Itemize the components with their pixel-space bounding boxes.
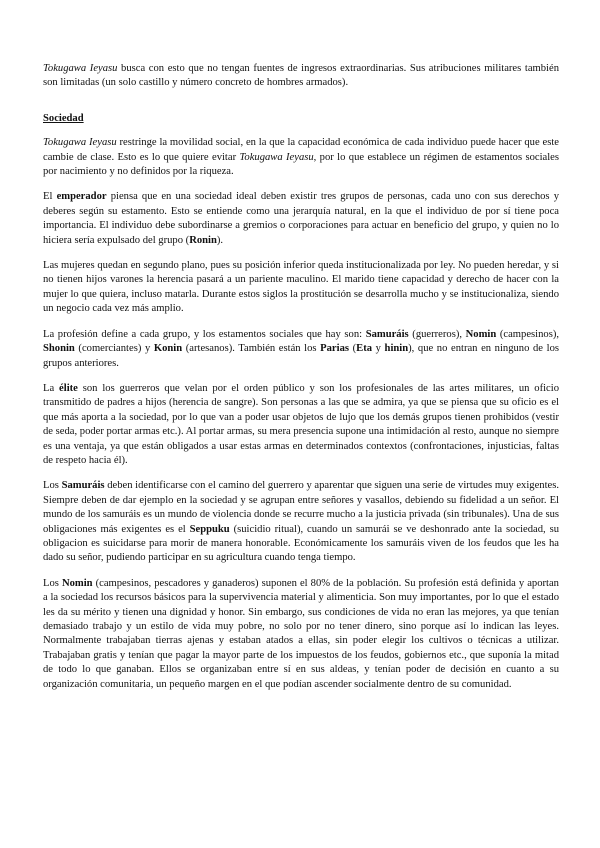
section-heading: Sociedad <box>43 112 84 124</box>
bold-term: Samuráis <box>61 480 105 492</box>
paragraph-text: La <box>43 382 60 394</box>
bold-term: Konin <box>153 343 183 355</box>
paragraph-text: ( <box>349 343 357 355</box>
paragraph-text: deben identificarse con el camino del guerrero y aparentar que siguen una serie de virtudes muy exigentes. Siempre deben de dar ejemplo en la sociedad y se agrupan entre señores y vasallos, debiendo su fidelidad a un señor. El mundo de los samuráis es un mundo de violencia donde se recurre mucho a la justicia privada (sin tribunales). Una de sus obligaciones más exigentes es el <box>43 480 560 535</box>
bold-term: Nomin <box>61 577 93 589</box>
paragraph-text: El <box>43 191 57 203</box>
bold-term: Ronin <box>189 234 217 246</box>
paragraph-text: (guerreros), <box>408 328 466 340</box>
paragraph-1 <box>43 136 559 179</box>
bold-term: élite <box>59 382 78 394</box>
paragraph-text: piensa que en una sociedad ideal deben existir tres grupos de personas, cada uno con sus derechos y deberes según su estamento. Esto se entiende como una jerarquía natural, en la que el individuo de por sí tiene poca importancia. El individuo debe subordinarse a gremios o corporaciones para actuar en beneficio del grupo, y quien no lo hiciera sería expulsado del grupo ( <box>43 191 559 246</box>
person-name: Tokugawa Ieyasu <box>43 63 118 74</box>
paragraph-6 <box>43 479 559 565</box>
paragraph-text: son los guerreros que velan por el orden público y son los profesionales de las artes militares, un oficio transmitido de padres a hijos (herencia de sangre). Son personas a las que se admira, ya que se piensa que su oficio es el que más aporta a la sociedad, por lo que van a poder usar objetos de lujo que los demás grupos tienen prohibidos (vestir de seda, poder portar armas etc.). Al portar armas, su mera presencia supone una intimidación al resto, aunque no siempre es una ventaja, ya que están obligados a usar estas armas en determinados contextos (confrontaciones, injusticias, faltas de respeto hacia él). <box>43 382 559 466</box>
paragraph-text: (campesinos, pescadores y ganaderos) suponen el 80% de la población. Su profesión está definida y aportan a la sociedad los recursos básicos para la supervivencia material y alimenticia. Son muy importantes, por lo que el estado les da su mérito y tienen una dignidad y honor. Sin embargo, sus condiciones de vida no eran las mejores, ya que tenían demasiado trabajo y un estilo de vida muy pobre, no solo por no tener dinero, sino porque así lo indican las leyes. Normalmente trabajaban tierras ajenas y estaban atados a ellas, sin poder elegir los cultivos o técnicas a utilizar. Trabajaban gratis y tenían que pagar la mayor parte de los impuestos de los feudos, gobiernos etc., que suponía la mitad de todo lo que ganaban. Ellos se organizaban entre sí en sus aldeas, y tenían poder de decisión en cuanto a su organización comunitaria, un pequeño margen en el que podían ascender socialmente dentro de su comunidad. <box>43 577 559 690</box>
bold-term: hinin <box>384 343 409 355</box>
paragraph-5 <box>43 382 559 468</box>
bold-term: emperador <box>56 191 107 203</box>
bold-term: Shonin <box>43 343 75 355</box>
paragraph-text: Los <box>43 480 62 492</box>
bold-term: Eta <box>356 343 373 355</box>
bold-term: Samuráis <box>365 328 409 340</box>
paragraph-text: ). <box>216 234 224 246</box>
paragraph-text: (suicidio ritual), cuando un samurái se ve deshonrado ante la sociedad, su obligacion es suicidarse para morir de manera honorable. Económicamente los samuráis viven de los feudos que les ha dado su señor, pudiendo participar en su agricultura cuando tenga tiempo. <box>43 523 560 564</box>
paragraph-2 <box>43 190 559 248</box>
paragraph-text: (campesinos), <box>496 328 559 340</box>
paragraph-text: (artesanos). También están los <box>182 343 321 355</box>
paragraph-text: ), que no entran en ninguno de los grupos anteriores. <box>43 343 559 369</box>
paragraph-7 <box>43 577 559 692</box>
bold-term: Parias <box>320 343 349 355</box>
paragraph-text: busca con esto que no tengan fuentes de ingresos extraordinarias. Sus atribuciones militares también son limitadas (un solo castillo y número concreto de hombres armados). <box>43 63 559 89</box>
bold-term: Nomin <box>465 328 497 340</box>
paragraph-4 <box>43 328 559 371</box>
paragraph-text: Las mujeres quedan en segundo plano, pues su posición inferior queda institucionalizada por ley. No pueden heredar, y si no tienen hijos varones la herencia pasará a un pariente maculino. El marido tiene capacidad y derecho de hacer con la mujer lo que quiera, incluso matarla. Durante estos siglos la prostitución se desarrolla mucho y se institucionaliza, siendo un negocio cada vez más amplio. <box>43 260 559 315</box>
paragraph-text: y <box>372 343 385 355</box>
bold-term: Seppuku <box>189 523 230 535</box>
paragraph-intro <box>43 62 559 91</box>
person-name: Tokugawa Ieyasu <box>239 151 314 163</box>
paragraph-text: , por lo que establece un régimen de estamentos sociales por nacimiento y no definidos por la riqueza. <box>43 151 559 178</box>
paragraph-3 <box>43 259 559 317</box>
paragraph-text: (comerciantes) y <box>74 343 154 355</box>
paragraph-text: La profesión define a cada grupo, y los estamentos sociales que hay son: <box>43 328 366 340</box>
paragraph-text: Los <box>43 577 62 589</box>
person-name: Tokugawa Ieyasu <box>43 137 117 149</box>
document-page <box>43 62 559 703</box>
paragraph-text: restringe la movilidad social, en la que la capacidad económica de cada individuo puede hacer que este cambie de clase. Esto es lo que quiere evitar <box>43 137 559 163</box>
